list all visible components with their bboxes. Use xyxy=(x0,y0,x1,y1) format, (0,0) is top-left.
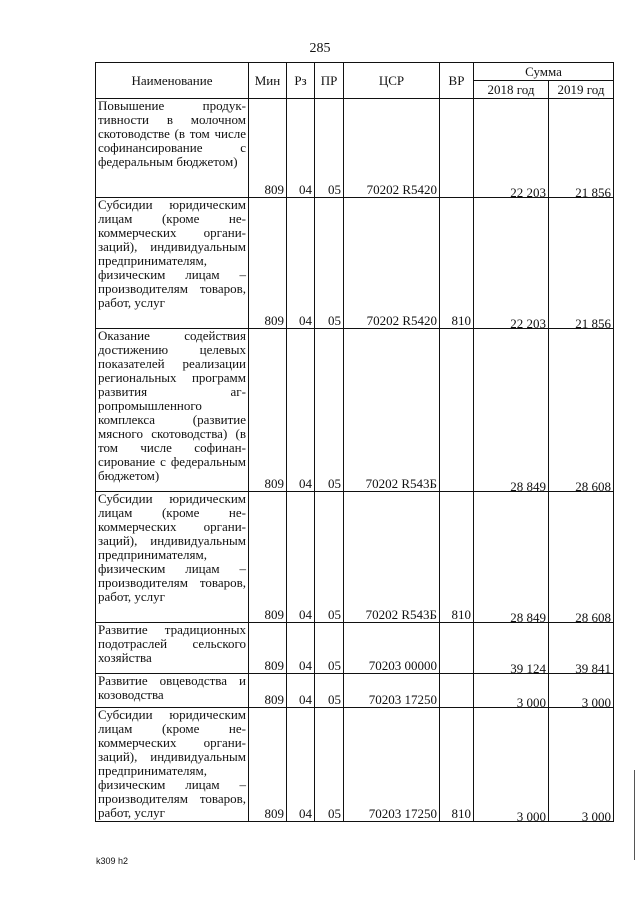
scan-edge-mark xyxy=(634,770,635,860)
row-csr: 70203 17250 xyxy=(344,708,440,822)
row-rz: 04 xyxy=(287,99,315,198)
row-csr: 70202 R5420 xyxy=(344,99,440,198)
row-vr xyxy=(440,329,474,492)
row-name: Оказание содействия достижению целевых показателей реализации региональных программ развития агропромышленного комплекса (развитие мясного скотоводства) (в том числе софинансирование с федеральным бюджетом) xyxy=(96,329,249,492)
row-vr: 810 xyxy=(440,708,474,822)
page-number: 285 xyxy=(309,41,331,56)
row-min: 809 xyxy=(249,674,287,708)
row-sum-2018-value: 28 849 xyxy=(510,610,546,623)
row-pr: 05 xyxy=(315,198,344,329)
row-sum-2019 xyxy=(549,674,614,708)
row-sum-2018-value: 39 124 xyxy=(510,661,546,674)
row-min: 809 xyxy=(249,708,287,822)
row-sum-2018 xyxy=(474,708,549,822)
header-csr: ЦСР xyxy=(344,63,440,99)
row-vr: 810 xyxy=(440,492,474,623)
row-sum-2018 xyxy=(474,492,549,623)
row-sum-2018-value: 22 203 xyxy=(510,316,546,329)
row-pr: 05 xyxy=(315,329,344,492)
row-pr: 05 xyxy=(315,674,344,708)
row-sum-2018 xyxy=(474,99,549,198)
row-min: 809 xyxy=(249,492,287,623)
table-row xyxy=(96,99,614,198)
header-year-2018: 2018 год xyxy=(474,81,549,99)
row-csr: 70202 R5420 xyxy=(344,198,440,329)
row-sum-2019 xyxy=(549,329,614,492)
row-pr: 05 xyxy=(315,492,344,623)
row-sum-2019-value: 21 856 xyxy=(575,316,611,329)
row-rz: 04 xyxy=(287,623,315,674)
table-row xyxy=(96,708,614,822)
row-name: Субсидии юридическим лицам (кроме некоммерческих организаций), индивидуальным предпринимателям, физическим лицам – производителям товаров, работ, услуг xyxy=(96,708,249,822)
header-rz: Рз xyxy=(287,63,315,99)
row-rz: 04 xyxy=(287,198,315,329)
row-sum-2018-value: 3 000 xyxy=(516,695,546,708)
row-sum-2018-value: 28 849 xyxy=(510,479,546,492)
row-sum-2019-value: 39 841 xyxy=(575,661,611,674)
header-year-2019: 2019 год xyxy=(549,81,614,99)
row-sum-2018-value: 22 203 xyxy=(510,185,546,198)
row-sum-2019 xyxy=(549,492,614,623)
row-sum-2019-value: 28 608 xyxy=(575,610,611,623)
row-sum-2019 xyxy=(549,99,614,198)
row-sum-2019-value: 21 856 xyxy=(575,185,611,198)
table-body xyxy=(96,99,614,822)
row-sum-2019-value: 3 000 xyxy=(581,809,611,822)
table-row xyxy=(96,674,614,708)
row-sum-2018-value: 3 000 xyxy=(516,809,546,822)
row-rz: 04 xyxy=(287,708,315,822)
row-name: Развитие традиционных подотраслей сельского хозяйства xyxy=(96,623,249,674)
row-vr xyxy=(440,674,474,708)
header-vr: ВР xyxy=(440,63,474,99)
row-sum-2019-value: 3 000 xyxy=(581,695,611,708)
row-sum-2019 xyxy=(549,623,614,674)
row-pr: 05 xyxy=(315,99,344,198)
row-sum-2018 xyxy=(474,674,549,708)
budget-table xyxy=(95,62,614,822)
row-name: Развитие овцеводства и козоводства xyxy=(96,674,249,708)
row-vr: 810 xyxy=(440,198,474,329)
row-min: 809 xyxy=(249,99,287,198)
header-sum: Сумма xyxy=(474,63,614,81)
row-sum-2019 xyxy=(549,708,614,822)
row-sum-2018 xyxy=(474,329,549,492)
row-vr xyxy=(440,623,474,674)
table-row xyxy=(96,492,614,623)
header-min: Мин xyxy=(249,63,287,99)
row-rz: 04 xyxy=(287,674,315,708)
row-sum-2019-value: 28 608 xyxy=(575,479,611,492)
table-row xyxy=(96,198,614,329)
row-sum-2018 xyxy=(474,198,549,329)
row-name: Субсидии юридическим лицам (кроме некоммерческих организаций), индивидуальным предпринимателям, физическим лицам – производителям товаров, работ, услуг xyxy=(96,492,249,623)
row-csr: 70202 R543Б xyxy=(344,329,440,492)
row-rz: 04 xyxy=(287,492,315,623)
table-row xyxy=(96,623,614,674)
row-csr: 70203 00000 xyxy=(344,623,440,674)
row-pr: 05 xyxy=(315,623,344,674)
header-pr: ПР xyxy=(315,63,344,99)
row-name: Субсидии юридическим лицам (кроме некоммерческих организаций), индивидуальным предпринимателям, физическим лицам – производителям товаров, работ, услуг xyxy=(96,198,249,329)
row-rz: 04 xyxy=(287,329,315,492)
footer-code: k309 h2 xyxy=(96,856,129,866)
row-min: 809 xyxy=(249,623,287,674)
row-sum-2019 xyxy=(549,198,614,329)
table-row xyxy=(96,329,614,492)
row-name: Повышение продуктивности в молочном скотоводстве (в том числе софинансирование с федеральным бюджетом) xyxy=(96,99,249,198)
row-min: 809 xyxy=(249,329,287,492)
row-csr: 70202 R543Б xyxy=(344,492,440,623)
row-csr: 70203 17250 xyxy=(344,674,440,708)
row-sum-2018 xyxy=(474,623,549,674)
row-pr: 05 xyxy=(315,708,344,822)
row-min: 809 xyxy=(249,198,287,329)
header-name: Наименование xyxy=(96,63,249,99)
row-vr xyxy=(440,99,474,198)
